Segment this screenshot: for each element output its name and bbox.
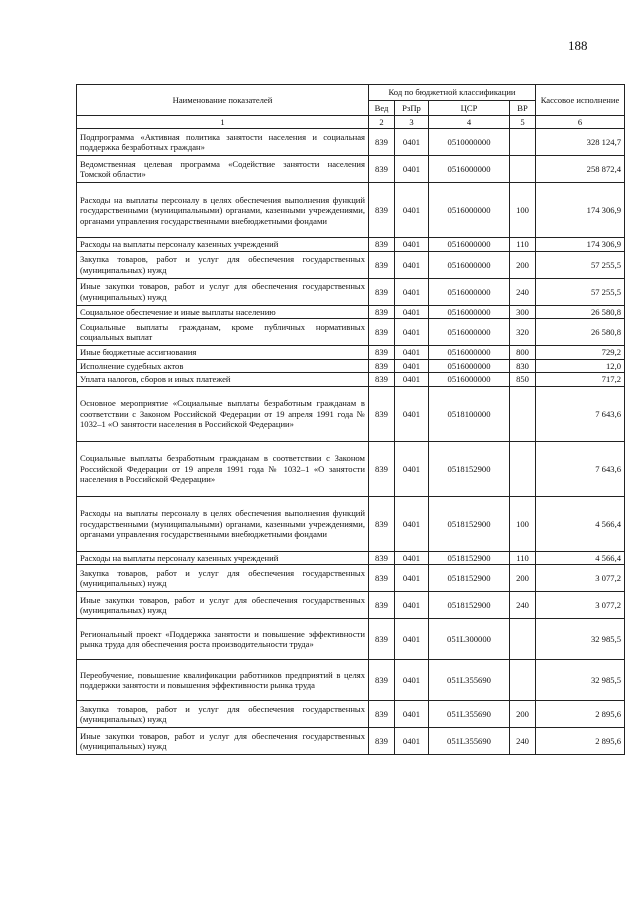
row-sum-cell: 26 580,8 xyxy=(536,319,625,346)
row-ved-cell: 839 xyxy=(369,441,395,496)
row-rzpr-cell: 0401 xyxy=(395,592,429,619)
row-rzpr-cell: 0401 xyxy=(395,728,429,755)
table-row xyxy=(77,346,625,359)
table-row xyxy=(77,373,625,386)
table-row xyxy=(77,129,625,156)
row-name-cell: Расходы на выплаты персоналу в целях обеспечения выполнения функций государственными (муниципальными) органами, казенными учреждениями, органами управления государственными внебюджетными фондами xyxy=(77,183,369,238)
budget-table xyxy=(76,84,625,755)
row-csr-cell: 0518152900 xyxy=(429,565,510,592)
row-name-cell: Социальные выплаты гражданам, кроме публичных нормативных социальных выплат xyxy=(77,319,369,346)
row-vr-cell: 240 xyxy=(510,592,536,619)
row-name-cell: Социальное обеспечение и иные выплаты населению xyxy=(77,305,369,318)
row-vr-cell: 200 xyxy=(510,565,536,592)
row-name-cell: Подпрограмма «Активная политика занятости населения и социальная поддержка безработных граждан» xyxy=(77,129,369,156)
row-name-cell: Расходы на выплаты персоналу казенных учреждений xyxy=(77,551,369,564)
row-csr-cell: 0516000000 xyxy=(429,305,510,318)
row-ved-cell: 839 xyxy=(369,251,395,278)
row-ved-cell: 839 xyxy=(369,565,395,592)
row-ved-cell: 839 xyxy=(369,701,395,728)
header-rzpr: РзПр xyxy=(395,100,429,116)
row-name-cell: Уплата налогов, сборов и иных платежей xyxy=(77,373,369,386)
table-row xyxy=(77,565,625,592)
row-sum-cell: 4 566,4 xyxy=(536,551,625,564)
row-rzpr-cell: 0401 xyxy=(395,305,429,318)
table-row xyxy=(77,551,625,564)
row-vr-cell: 110 xyxy=(510,551,536,564)
row-sum-cell: 3 077,2 xyxy=(536,565,625,592)
table-row xyxy=(77,660,625,701)
row-rzpr-cell: 0401 xyxy=(395,386,429,441)
table-row xyxy=(77,359,625,372)
row-sum-cell: 174 306,9 xyxy=(536,238,625,251)
row-ved-cell: 839 xyxy=(369,728,395,755)
row-name-cell: Иные бюджетные ассигнования xyxy=(77,346,369,359)
row-sum-cell: 7 643,6 xyxy=(536,441,625,496)
row-ved-cell: 839 xyxy=(369,183,395,238)
row-csr-cell: 0516000000 xyxy=(429,319,510,346)
row-ved-cell: 839 xyxy=(369,305,395,318)
row-vr-cell: 110 xyxy=(510,238,536,251)
row-vr-cell: 320 xyxy=(510,319,536,346)
row-ved-cell: 839 xyxy=(369,278,395,305)
row-csr-cell: 0516000000 xyxy=(429,346,510,359)
table-row xyxy=(77,238,625,251)
table-row xyxy=(77,251,625,278)
row-csr-cell: 0518152900 xyxy=(429,592,510,619)
row-csr-cell: 051L355690 xyxy=(429,701,510,728)
row-ved-cell: 839 xyxy=(369,238,395,251)
row-ved-cell: 839 xyxy=(369,386,395,441)
row-rzpr-cell: 0401 xyxy=(395,156,429,183)
table-row xyxy=(77,319,625,346)
row-name-cell: Социальные выплаты безработным гражданам в соответствии с Законом Российской Федерации от 19 апреля 1991 года № 1032–1 «О занятости населения в Российской Федерации» xyxy=(77,441,369,496)
table-row xyxy=(77,592,625,619)
row-sum-cell: 4 566,4 xyxy=(536,496,625,551)
row-ved-cell: 839 xyxy=(369,551,395,564)
row-rzpr-cell: 0401 xyxy=(395,701,429,728)
header-code-group: Код по бюджетной классификации xyxy=(369,85,536,101)
row-vr-cell xyxy=(510,129,536,156)
table-row xyxy=(77,278,625,305)
row-ved-cell: 839 xyxy=(369,156,395,183)
row-csr-cell: 0518152900 xyxy=(429,496,510,551)
row-csr-cell: 0510000000 xyxy=(429,129,510,156)
row-sum-cell: 258 872,4 xyxy=(536,156,625,183)
row-vr-cell: 200 xyxy=(510,251,536,278)
row-vr-cell: 100 xyxy=(510,496,536,551)
row-name-cell: Исполнение судебных актов xyxy=(77,359,369,372)
row-csr-cell: 0516000000 xyxy=(429,359,510,372)
row-sum-cell: 32 985,5 xyxy=(536,619,625,660)
row-csr-cell: 051L355690 xyxy=(429,660,510,701)
table-row xyxy=(77,305,625,318)
column-number: 6 xyxy=(536,116,625,129)
row-sum-cell: 2 895,6 xyxy=(536,701,625,728)
header-vr: ВР xyxy=(510,100,536,116)
row-csr-cell: 0516000000 xyxy=(429,183,510,238)
row-vr-cell xyxy=(510,619,536,660)
row-name-cell: Расходы на выплаты персоналу в целях обеспечения выполнения функций государственными (муниципальными) органами, казенными учреждениями, органами управления государственными внебюджетными фондами xyxy=(77,496,369,551)
row-rzpr-cell: 0401 xyxy=(395,441,429,496)
row-vr-cell xyxy=(510,441,536,496)
row-sum-cell: 3 077,2 xyxy=(536,592,625,619)
table-row xyxy=(77,619,625,660)
row-ved-cell: 839 xyxy=(369,592,395,619)
row-ved-cell: 839 xyxy=(369,373,395,386)
row-name-cell: Иные закупки товаров, работ и услуг для обеспечения государственных (муниципальных) нужд xyxy=(77,728,369,755)
row-ved-cell: 839 xyxy=(369,619,395,660)
row-csr-cell: 0518100000 xyxy=(429,386,510,441)
row-sum-cell: 7 643,6 xyxy=(536,386,625,441)
row-csr-cell: 0516000000 xyxy=(429,238,510,251)
row-sum-cell: 12,0 xyxy=(536,359,625,372)
column-number: 4 xyxy=(429,116,510,129)
row-rzpr-cell: 0401 xyxy=(395,238,429,251)
row-vr-cell xyxy=(510,386,536,441)
row-name-cell: Расходы на выплаты персоналу казенных учреждений xyxy=(77,238,369,251)
column-number: 1 xyxy=(77,116,369,129)
row-rzpr-cell: 0401 xyxy=(395,660,429,701)
row-vr-cell: 200 xyxy=(510,701,536,728)
row-vr-cell xyxy=(510,660,536,701)
column-number-row xyxy=(77,116,625,129)
row-rzpr-cell: 0401 xyxy=(395,496,429,551)
row-csr-cell: 0516000000 xyxy=(429,156,510,183)
column-number: 2 xyxy=(369,116,395,129)
table-row xyxy=(77,183,625,238)
row-rzpr-cell: 0401 xyxy=(395,251,429,278)
header-name: Наименование показателей xyxy=(77,85,369,116)
row-csr-cell: 0518152900 xyxy=(429,441,510,496)
table-row xyxy=(77,386,625,441)
column-number: 3 xyxy=(395,116,429,129)
row-csr-cell: 051L300000 xyxy=(429,619,510,660)
row-sum-cell: 32 985,5 xyxy=(536,660,625,701)
row-name-cell: Закупка товаров, работ и услуг для обеспечения государственных (муниципальных) нужд xyxy=(77,701,369,728)
table-row xyxy=(77,441,625,496)
row-vr-cell: 850 xyxy=(510,373,536,386)
row-csr-cell: 0518152900 xyxy=(429,551,510,564)
row-csr-cell: 0516000000 xyxy=(429,251,510,278)
row-vr-cell: 240 xyxy=(510,728,536,755)
row-ved-cell: 839 xyxy=(369,359,395,372)
header-ved: Вед xyxy=(369,100,395,116)
header-csr: ЦСР xyxy=(429,100,510,116)
row-name-cell: Основное мероприятие «Социальные выплаты безработным гражданам в соответствии с Законом Российской Федерации от 19 апреля 1991 года № 1032–1 «О занятости населения в Российской Федерации» xyxy=(77,386,369,441)
row-csr-cell: 0516000000 xyxy=(429,278,510,305)
table-row xyxy=(77,728,625,755)
row-sum-cell: 57 255,5 xyxy=(536,251,625,278)
table-row xyxy=(77,156,625,183)
row-csr-cell: 0516000000 xyxy=(429,373,510,386)
row-sum-cell: 57 255,5 xyxy=(536,278,625,305)
row-rzpr-cell: 0401 xyxy=(395,359,429,372)
row-vr-cell: 800 xyxy=(510,346,536,359)
row-vr-cell: 300 xyxy=(510,305,536,318)
row-sum-cell: 717,2 xyxy=(536,373,625,386)
row-vr-cell: 830 xyxy=(510,359,536,372)
row-rzpr-cell: 0401 xyxy=(395,346,429,359)
row-name-cell: Закупка товаров, работ и услуг для обеспечения государственных (муниципальных) нужд xyxy=(77,251,369,278)
row-sum-cell: 729,2 xyxy=(536,346,625,359)
row-sum-cell: 174 306,9 xyxy=(536,183,625,238)
row-name-cell: Закупка товаров, работ и услуг для обеспечения государственных (муниципальных) нужд xyxy=(77,565,369,592)
row-rzpr-cell: 0401 xyxy=(395,278,429,305)
row-name-cell: Региональный проект «Поддержка занятости и повышение эффективности рынка труда для обеспечения роста производительности труда» xyxy=(77,619,369,660)
row-ved-cell: 839 xyxy=(369,660,395,701)
row-sum-cell: 26 580,8 xyxy=(536,305,625,318)
row-ved-cell: 839 xyxy=(369,496,395,551)
row-ved-cell: 839 xyxy=(369,346,395,359)
row-rzpr-cell: 0401 xyxy=(395,551,429,564)
header-cash: Кассовое исполнение xyxy=(536,85,625,116)
row-csr-cell: 051L355690 xyxy=(429,728,510,755)
row-rzpr-cell: 0401 xyxy=(395,373,429,386)
table-row xyxy=(77,701,625,728)
row-rzpr-cell: 0401 xyxy=(395,619,429,660)
table-row xyxy=(77,496,625,551)
row-name-cell: Ведомственная целевая программа «Содействие занятости населения Томской области» xyxy=(77,156,369,183)
row-rzpr-cell: 0401 xyxy=(395,565,429,592)
row-rzpr-cell: 0401 xyxy=(395,183,429,238)
page-number: 188 xyxy=(568,38,588,53)
row-vr-cell: 240 xyxy=(510,278,536,305)
row-rzpr-cell: 0401 xyxy=(395,319,429,346)
row-name-cell: Переобучение, повышение квалификации работников предприятий в целях поддержки занятости и повышения эффективности рынка труда xyxy=(77,660,369,701)
row-ved-cell: 839 xyxy=(369,319,395,346)
row-vr-cell xyxy=(510,156,536,183)
row-rzpr-cell: 0401 xyxy=(395,129,429,156)
row-sum-cell: 328 124,7 xyxy=(536,129,625,156)
column-number: 5 xyxy=(510,116,536,129)
row-vr-cell: 100 xyxy=(510,183,536,238)
row-name-cell: Иные закупки товаров, работ и услуг для обеспечения государственных (муниципальных) нужд xyxy=(77,278,369,305)
row-name-cell: Иные закупки товаров, работ и услуг для обеспечения государственных (муниципальных) нужд xyxy=(77,592,369,619)
row-ved-cell: 839 xyxy=(369,129,395,156)
row-sum-cell: 2 895,6 xyxy=(536,728,625,755)
